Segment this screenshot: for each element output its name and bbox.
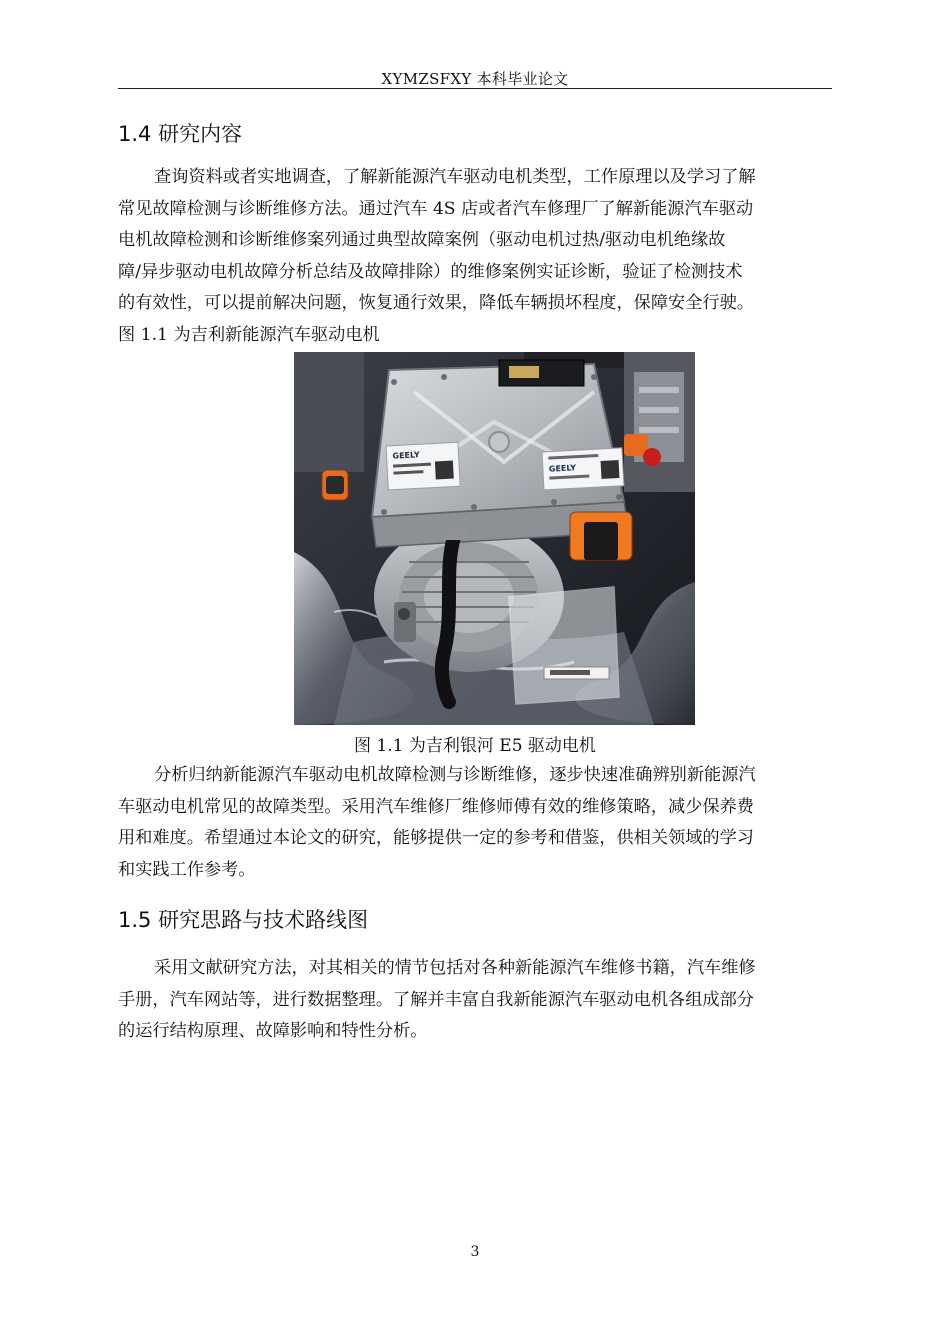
drive-motor-illustration [294,352,695,725]
paragraph-line: 查询资料或者实地调查，了解新能源汽车驱动电机类型，工作原理以及学习了解 [154,167,756,187]
paragraph-line: 图 1.1 为吉利新能源汽车驱动电机 [118,324,380,345]
paragraph-line: 的有效性，可以提前解决问题，恢复通行效果，降低车辆损坏程度，保障安全行驶。 [118,293,754,313]
section-heading-1-5: 1.5 研究思路与技术路线图 [118,908,369,932]
page-number: 3 [470,1244,480,1260]
header-rule [118,88,832,89]
paragraph-line: 手册，汽车网站等，进行数据整理。了解并丰富自我新能源汽车驱动电机各组成部分 [118,989,754,1010]
paragraph-line: 障/异步驱动电机故障分析总结及故障排除）的维修案例实证诊断，验证了检测技术 [118,261,743,282]
paragraph-line: 电机故障检测和诊断维修案列通过典型故障案例（驱动电机过热/驱动电机绝缘故 [118,230,726,250]
paragraph-line: 用和难度。希望通过本论文的研究，能够提供一定的参考和借鉴，供相关领域的学习 [118,828,754,848]
paragraph-research-content [118,162,832,351]
paragraph-analysis-summary [118,760,832,886]
paragraph-line: 常见故障检测与诊断维修方法。通过汽车 4S 店或者汽车修理厂了解新能源汽车驱动 [118,198,754,219]
paragraph-line: 的运行结构原理、故障影响和特性分析。 [118,1021,428,1041]
label-brand-text-2: GEELY [548,463,577,474]
figure-drive-motor-photo [294,352,695,725]
paragraph-line: 和实践工作参考。 [118,859,256,880]
section-heading-1-4: 1.4 研究内容 [118,122,243,146]
paragraph-line: 车驱动电机常见的故障类型。采用汽车维修厂维修师傅有效的维修策略，减少保养费 [118,796,754,817]
paragraph-research-approach [118,953,832,1048]
page-header: XYMZSFXY 本科毕业论文 [381,70,569,88]
paragraph-line: 采用文献研究方法，对其相关的情节包括对各种新能源汽车维修书籍，汽车维修 [154,958,756,978]
paragraph-line: 分析归纳新能源汽车驱动电机故障检测与诊断维修，逐步快速准确辨别新能源汽 [154,765,756,785]
figure-caption: 图 1.1 为吉利银河 E5 驱动电机 [354,736,596,756]
label-brand-text: GEELY [392,450,420,461]
